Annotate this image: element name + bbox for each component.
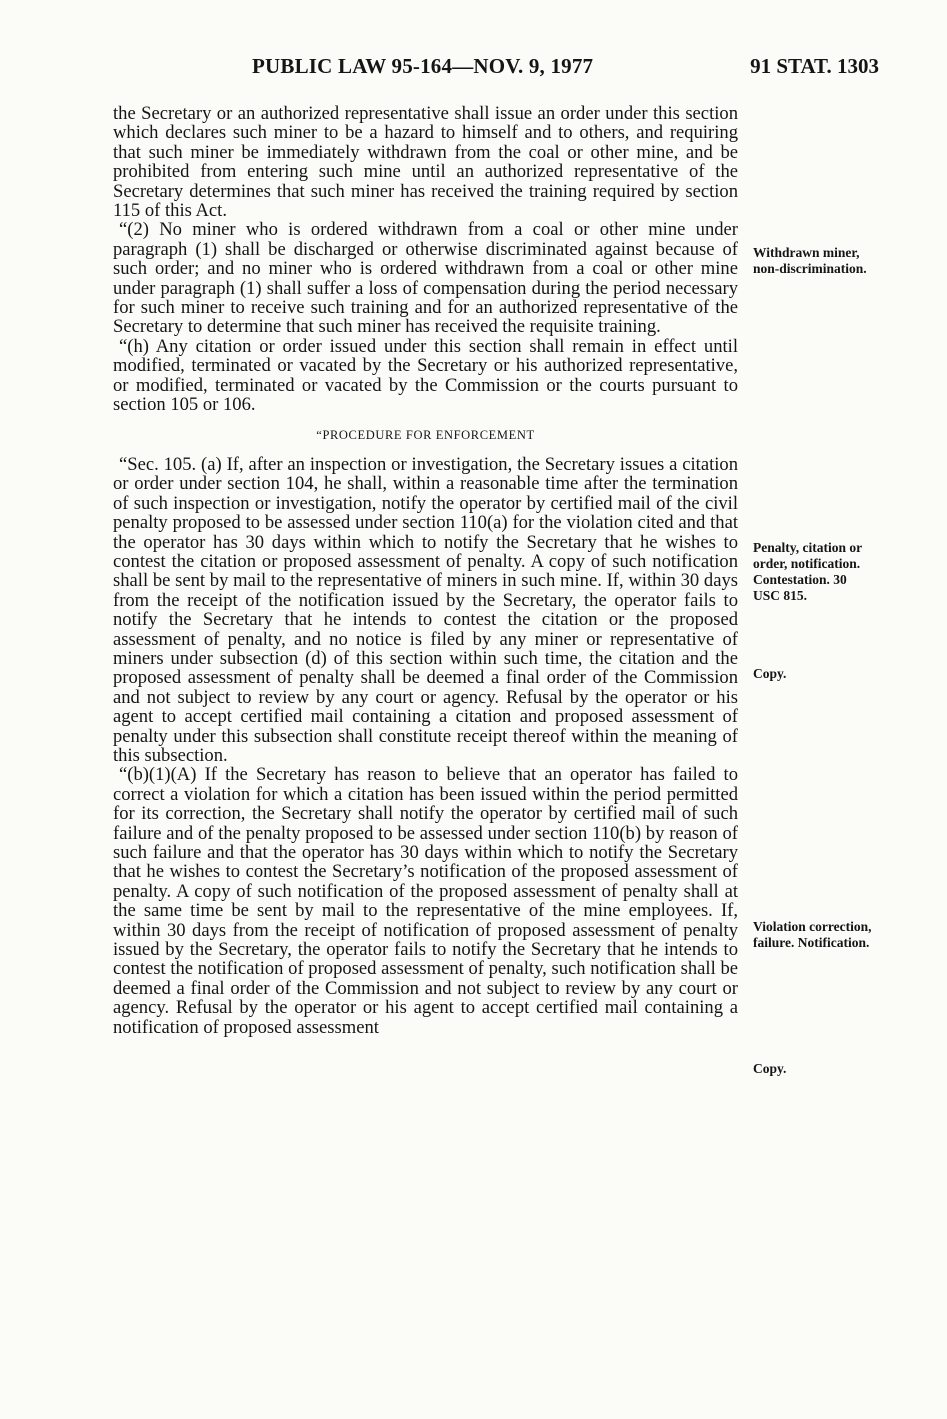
margin-note-copy-1: Copy. (753, 666, 787, 681)
paragraph-continuation: the Secretary or an authorized representative shall issue an order under this section which declares such miner to be a hazard to himself and to others, and requiring that such miner be immediately withdrawn from the coal or other mine, and be prohibited from entering such mine until an authorized representative of the Secretary determines that such miner has received the training required by section 115 of this Act. (113, 103, 738, 222)
margin-note-violation: Violation correction, failure. Notification. (753, 919, 872, 950)
paragraph-2: “(2) No miner who is ordered withdrawn from a coal or other mine under paragraph (1) shall be discharged or otherwise discriminated against because of such order; and no miner who is ordered withdrawn from a coal or other mine under paragraph (1) shall suffer a loss of compensation during the period necessary for such miner to receive such training and for an authorized representative of the Secretary to determine that such miner has received the requisite training. (113, 219, 738, 338)
margin-note-withdrawn-miner: Withdrawn miner, non-discrimination. (753, 245, 867, 276)
running-header-title: PUBLIC LAW 95-164—NOV. 9, 1977 (252, 54, 594, 78)
body-text (113, 104, 738, 1037)
paragraph-h: “(h) Any citation or order issued under this section shall remain in effect until modified, terminated or vacated by the Secretary or his authorized representative, or modified, terminated or vacated by the Commission or the courts pursuant to section 105 or 106. (113, 335, 738, 416)
margin-note-copy-2: Copy. (753, 1061, 787, 1076)
paragraph-sec-105-a: “Sec. 105. (a) If, after an inspection or investigation, the Secretary issues a citation or order under section 104, he shall, within a reasonable time after the termination of such inspection or investigation, notify the operator by certified mail of the civil penalty proposed to be assessed under section 110(a) for the violation cited and that the operator has 30 days within which to notify the Secretary that he wishes to contest the citation or proposed assessment of penalty. A copy of such notification shall be sent by mail to the representative of miners in such mine. If, within 30 days from the receipt of the notification issued by the Secretary, the operator fails to notify the Secretary that he intends to contest the citation or the proposed assessment of penalty, and no notice is filed by any miner or representative of miners under subsection (d) of this section within such time, the citation and the proposed assessment of penalty shall be deemed a final order of the Commission and not subject to review by any court or agency. Refusal by the operator or his agent to accept certified mail containing a citation and proposed assessment of penalty under this subsection shall constitute receipt thereof within the meaning of this subsection. (113, 453, 738, 766)
margin-note-penalty: Penalty, citation or order, notification. Contestation. 30 USC 815. (753, 540, 862, 603)
section-heading: “PROCEDURE FOR ENFORCEMENT (316, 427, 535, 442)
running-header-page-number: 91 STAT. 1303 (750, 54, 879, 78)
paragraph-sec-105-b: “(b)(1)(A) If the Secretary has reason to believe that an operator has failed to correct a violation for which a citation has been issued within the period permitted for its correction, the Secretary shall notify the operator by certified mail of such failure and of the penalty proposed to be assessed under section 110(b) by reason of such failure and that the operator has 30 days within which to notify the Secretary that he wishes to contest the Secretary’s notification of the proposed assessment of penalty. A copy of such notification of the proposed assessment of penalty shall at the same time be sent by mail to the representative of the mine employees. If, within 30 days from the receipt of notification of proposed assessment of penalty issued by the Secretary, the operator fails to notify the Secretary that he intends to contest the notification of proposed assessment of penalty, such notification shall be deemed a final order of the Commission and not subject to review by any court or agency. Refusal by the operator or his agent to accept certified mail containing a notification of proposed assessment (113, 764, 738, 1038)
